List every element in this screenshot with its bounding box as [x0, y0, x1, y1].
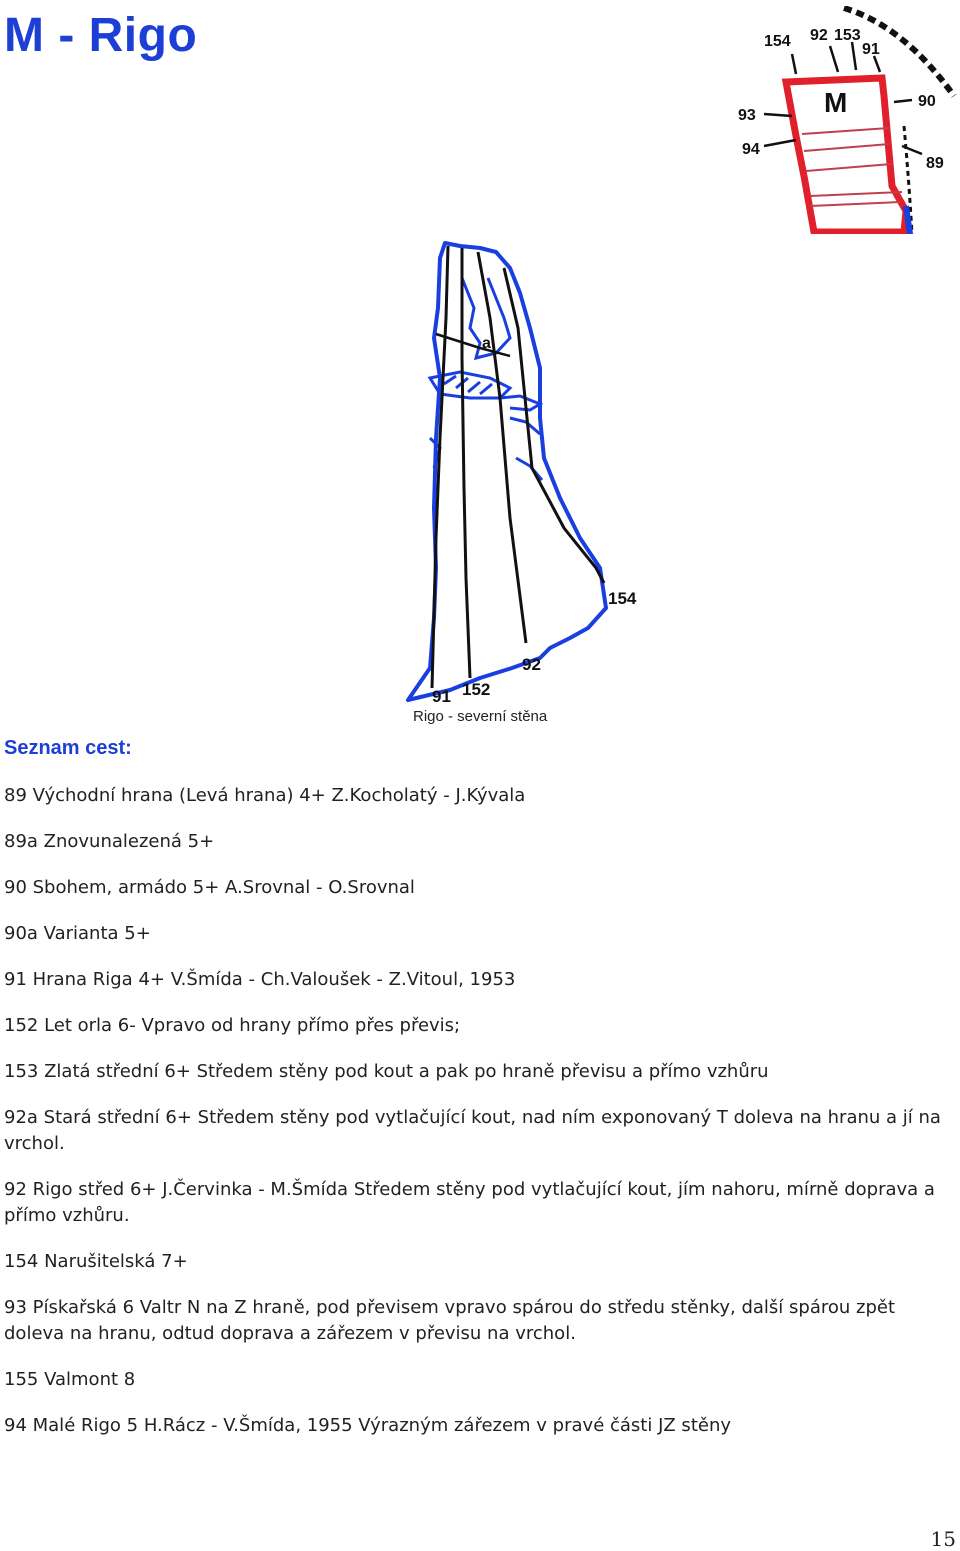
arrow-93 — [764, 114, 792, 116]
route-item: 91 Hrana Riga 4+ V.Šmída - Ch.Valoušek - Z.Vitoul, 1953 — [4, 969, 516, 990]
route-line-152 — [462, 248, 470, 678]
route-item: 90a Varianta 5+ — [4, 923, 151, 944]
arrow-90 — [894, 100, 912, 102]
blue-line-marker — [906, 206, 910, 234]
topo-label-a: a — [482, 335, 491, 352]
topo-caption: Rigo - severní stěna — [413, 708, 548, 725]
map-label-93: 93 — [738, 107, 756, 124]
route-item: 94 Malé Rigo 5 H.Rácz - V.Šmída, 1955 Výrazným zářezem v pravé části JZ stěny — [4, 1415, 732, 1436]
map-label-89: 89 — [926, 155, 944, 172]
route-item: 90 Sbohem, armádo 5+ A.Srovnal - O.Srovnal — [4, 877, 415, 898]
topo-label-91: 91 — [432, 687, 451, 706]
arrow-94 — [764, 140, 796, 146]
map-label-90: 90 — [918, 93, 936, 110]
sector-m-divider — [810, 192, 902, 196]
sector-m-divider — [802, 128, 889, 134]
map-label-91: 91 — [862, 41, 880, 58]
route-item: 93 Pískařská 6 Valtr N na Z hraně, pod převisem vpravo spárou do středu stěnky, další spárou zpět doleva na hranu, odtud doprava a zářezem v převisu na vrchol. — [4, 1297, 895, 1344]
route-line-154 — [504, 268, 604, 583]
map-label-94: 94 — [742, 141, 760, 158]
route-list-heading: Seznam cest: — [4, 737, 132, 759]
topo-label-92: 92 — [522, 655, 541, 674]
arrow-154 — [792, 54, 796, 74]
map-label-154: 154 — [764, 33, 791, 50]
route-item: 154 Narušitelská 7+ — [4, 1251, 188, 1272]
rock-feature — [510, 418, 540, 434]
topo-drawing — [400, 238, 650, 708]
arrow-89 — [902, 146, 922, 154]
route-item: 92 Rigo střed 6+ J.Červinka - M.Šmída Středem stěny pod vytlačující kout, jím nahoru, mírně doprava a přímo vzhůru. — [4, 1179, 935, 1226]
rock-feature — [500, 396, 540, 410]
sector-m-divider — [804, 144, 890, 151]
arrow-153 — [852, 42, 856, 70]
sector-m-divider — [810, 202, 900, 206]
arrow-92 — [830, 46, 838, 72]
rock-feature — [444, 376, 492, 394]
topo-label-152: 152 — [462, 680, 491, 699]
route-line-traverse — [436, 334, 510, 356]
route-item: 155 Valmont 8 — [4, 1369, 136, 1390]
sector-label: M — [824, 87, 848, 118]
route-list — [4, 783, 954, 1459]
location-map — [734, 6, 960, 234]
arrow-91 — [874, 56, 880, 72]
route-item: 89 Východní hrana (Levá hrana) 4+ Z.Kocholatý - J.Kývala — [4, 785, 526, 806]
route-item: 153 Zlatá střední 6+ Středem stěny pod kout a pak po hraně převisu a přímo vzhůru — [4, 1061, 769, 1082]
topo-label-154: 154 — [608, 589, 637, 608]
route-item: 89a Znovunalezená 5+ — [4, 831, 215, 852]
page-title: M - Rigo — [4, 9, 198, 62]
route-item: 92a Stará střední 6+ Středem stěny pod vytlačující kout, nad ním exponovaný T doleva na hranu a jí na vrchol. — [4, 1107, 941, 1154]
route-item: 152 Let orla 6- Vpravo od hrany přímo přes převis; — [4, 1015, 461, 1036]
page-number: 15 — [930, 1527, 956, 1551]
location-map-boundary-arc — [844, 8, 954, 96]
map-label-92: 92 — [810, 27, 828, 44]
sector-m-divider — [806, 164, 892, 171]
map-label-153: 153 — [834, 27, 861, 44]
